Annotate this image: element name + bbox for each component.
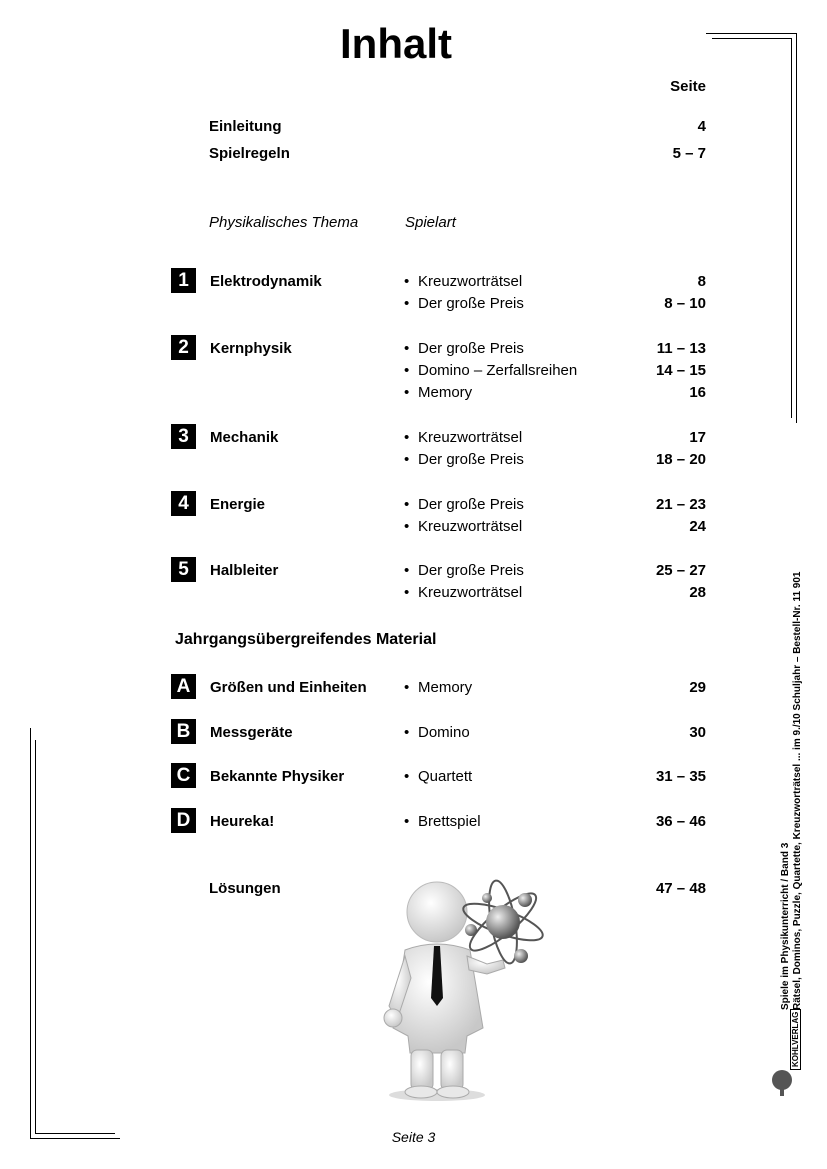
list-item: Brettspiel	[418, 813, 481, 830]
list-item: Der große Preis	[418, 340, 524, 357]
solutions-page: 47 – 48	[655, 880, 706, 897]
intro-page-einleitung: 4	[697, 118, 706, 135]
corner-line-bottom-v2	[35, 740, 36, 1133]
section-topic-2: Kernphysik	[210, 340, 292, 357]
page-number: 29	[689, 679, 706, 696]
material-heading: Jahrgangsübergreifendes Material	[175, 631, 437, 648]
page-number: 11 – 13	[656, 340, 706, 357]
sidebar-series-title: Spiele im Physikunterricht / Band 3	[780, 842, 791, 1010]
bullet: •	[404, 429, 410, 446]
page-number: 24	[689, 518, 706, 535]
page-number: 30	[689, 724, 706, 741]
list-item: Memory	[418, 679, 473, 696]
list-item: Der große Preis	[418, 496, 524, 513]
material-topic-a: Größen und Einheiten	[210, 679, 367, 696]
atom-icon	[459, 879, 546, 966]
page-number: 8	[697, 273, 706, 290]
material-topic-d: Heureka!	[210, 813, 275, 830]
page-number: 17	[689, 429, 706, 446]
list-item: Domino – Zerfallsreihen	[418, 362, 578, 379]
page-number: 31 – 35	[655, 768, 706, 785]
list-item: Der große Preis	[418, 451, 524, 468]
bullet: •	[404, 724, 410, 741]
list-item: Kreuzworträtsel	[418, 273, 523, 290]
bullet: •	[404, 384, 410, 401]
page-number: 8 – 10	[664, 295, 706, 312]
solutions-label: Lösungen	[209, 880, 281, 897]
section-topic-4: Energie	[210, 496, 266, 513]
scientist-with-atom-illustration	[375, 878, 555, 1103]
page-number: 28	[689, 584, 706, 601]
list-item: Der große Preis	[418, 295, 524, 312]
page-title: Inhalt	[340, 20, 452, 67]
seite-header: Seite	[670, 78, 706, 95]
intro-page-spielregeln: 5 – 7	[672, 145, 706, 162]
material-topic-b: Messgeräte	[210, 724, 293, 741]
bullet: •	[404, 562, 410, 579]
intro-label-spielregeln: Spielregeln	[209, 145, 290, 162]
bullet: •	[404, 340, 410, 357]
publisher-logo	[770, 1011, 800, 1098]
publisher-name: KOHLVERLAG	[790, 1009, 801, 1070]
section-badge-3: 3	[171, 424, 196, 449]
section-topic-5: Halbleiter	[210, 562, 279, 579]
intro-label-einleitung: Einleitung	[209, 118, 282, 135]
material-topic-c: Bekannte Physiker	[210, 768, 345, 785]
material-badge-c: C	[171, 763, 196, 788]
list-item: Kreuzworträtsel	[418, 429, 523, 446]
list-item: Kreuzworträtsel	[418, 584, 523, 601]
list-item: Kreuzworträtsel	[418, 518, 523, 535]
page-footer: Seite 3	[391, 1129, 436, 1145]
section-badge-2: 2	[171, 335, 196, 360]
list-item: Quartett	[418, 768, 473, 785]
tree-trunk-icon	[780, 1086, 784, 1096]
sidebar-description: Rätsel, Dominos, Puzzle, Quartette, Kreuzworträtsel ... im 9./10 Schuljahr – Bestell-Nr. 11 901	[792, 571, 803, 1010]
corner-line-top-v1	[796, 33, 797, 423]
column-header-topic: Physikalisches Thema	[209, 214, 359, 231]
section-badge-5: 5	[171, 557, 196, 582]
material-badge-d: D	[171, 808, 196, 833]
page-number: 18 – 20	[655, 451, 706, 468]
section-badge-4: 4	[171, 491, 196, 516]
corner-line-top-v2	[791, 38, 792, 418]
bullet: •	[404, 768, 410, 785]
column-header-type: Spielart	[405, 214, 456, 231]
bullet: •	[404, 295, 410, 312]
bullet: •	[404, 496, 410, 513]
page-number: 25 – 27	[655, 562, 706, 579]
list-item: Der große Preis	[418, 562, 524, 579]
page-number: 36 – 46	[655, 813, 706, 830]
section-topic-1: Elektrodynamik	[210, 273, 322, 290]
bullet: •	[404, 679, 410, 696]
bullet: •	[404, 273, 410, 290]
bullet: •	[404, 584, 410, 601]
bullet: •	[404, 362, 410, 379]
material-badge-a: A	[171, 674, 196, 699]
section-topic-3: Mechanik	[210, 429, 279, 446]
section-badge-1: 1	[171, 268, 196, 293]
material-badge-b: B	[171, 719, 196, 744]
corner-line-bottom-v1	[30, 728, 31, 1138]
list-item: Domino	[418, 724, 470, 741]
bullet: •	[404, 813, 410, 830]
page-number: 21 – 23	[655, 496, 706, 513]
bullet: •	[404, 518, 410, 535]
page-number: 14 – 15	[655, 362, 706, 379]
bullet: •	[404, 451, 410, 468]
list-item: Memory	[418, 384, 473, 401]
page-number: 16	[689, 384, 706, 401]
